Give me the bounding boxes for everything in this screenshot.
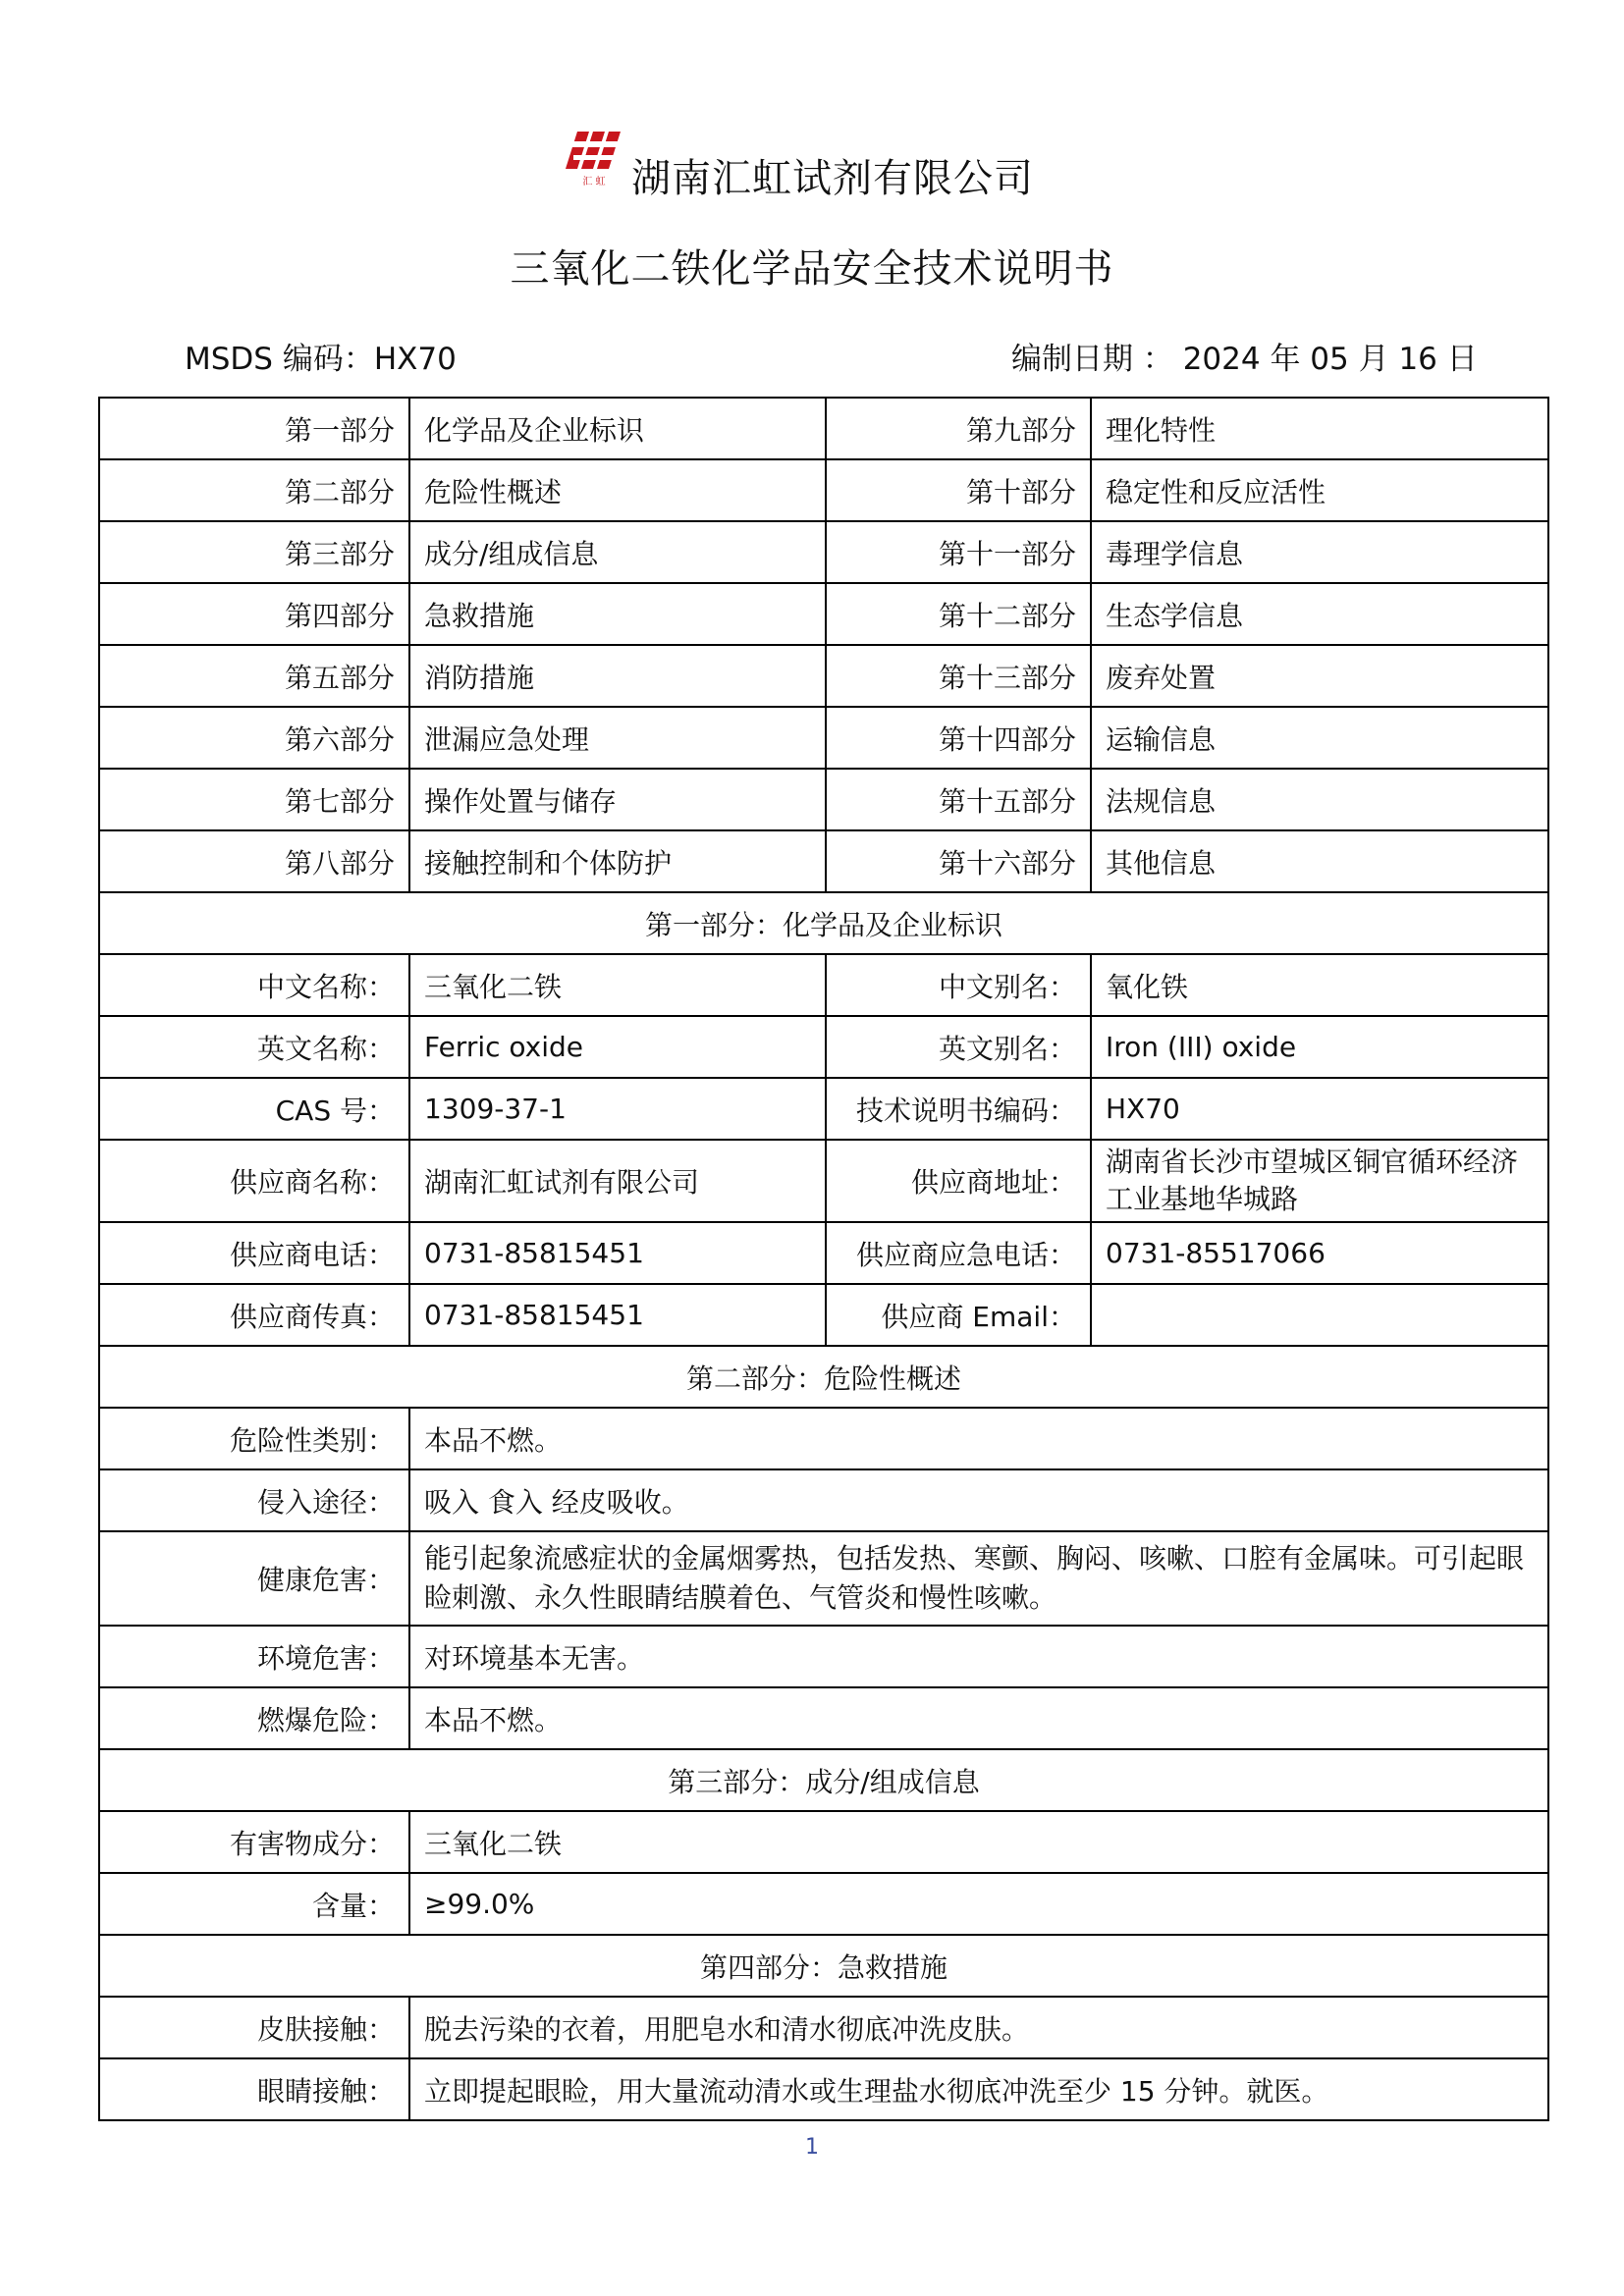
- table-row: [99, 1997, 1548, 2058]
- section-3-title: 第三部分：成分/组成信息: [99, 1749, 1548, 1811]
- toc-part-title: 其他信息: [1091, 830, 1548, 892]
- toc-part-title: 急救措施: [409, 583, 826, 645]
- field-label: 有害物成分：: [99, 1811, 409, 1873]
- table-row: [99, 1469, 1548, 1531]
- field-label: 中文别名：: [826, 954, 1091, 1016]
- field-value: 吸入 食入 经皮吸收。: [409, 1469, 1548, 1531]
- table-row: [99, 1016, 1548, 1078]
- field-value: HX70: [1091, 1078, 1548, 1140]
- field-label: 英文名称：: [99, 1016, 409, 1078]
- toc-part-label: 第十部分: [826, 459, 1091, 521]
- msds-code: MSDS 编码：HX70: [185, 342, 457, 377]
- company-logo-icon: [560, 118, 628, 188]
- toc-part-title: 接触控制和个体防护: [409, 830, 826, 892]
- toc-part-title: 化学品及企业标识: [409, 398, 826, 459]
- field-value: 立即提起眼睑，用大量流动清水或生理盐水彻底冲洗至少 15 分钟。就医。: [409, 2058, 1548, 2120]
- table-row: [99, 1408, 1548, 1469]
- field-value: 对环境基本无害。: [409, 1626, 1548, 1687]
- logo-text: 汇 虹: [582, 177, 606, 187]
- section-header-row: [99, 1935, 1548, 1997]
- field-label: 供应商 Email：: [826, 1284, 1091, 1346]
- toc-part-label: 第十六部分: [826, 830, 1091, 892]
- toc-row: [99, 583, 1548, 645]
- table-row: [99, 1284, 1548, 1346]
- toc-part-label: 第八部分: [99, 830, 409, 892]
- toc-row: [99, 459, 1548, 521]
- toc-part-label: 第七部分: [99, 769, 409, 830]
- toc-part-label: 第十四部分: [826, 707, 1091, 769]
- field-label: 中文名称：: [99, 954, 409, 1016]
- field-value: 0731-85815451: [409, 1284, 826, 1346]
- section-header-row: [99, 892, 1548, 954]
- toc-part-title: 生态学信息: [1091, 583, 1548, 645]
- field-value: Iron (III) oxide: [1091, 1016, 1548, 1078]
- toc-part-label: 第三部分: [99, 521, 409, 583]
- table-row: [99, 1531, 1548, 1626]
- field-label: 技术说明书编码：: [826, 1078, 1091, 1140]
- msds-table: [98, 397, 1549, 2121]
- table-row: [99, 1687, 1548, 1749]
- section-2-title: 第二部分：危险性概述: [99, 1346, 1548, 1408]
- field-label: 健康危害：: [99, 1531, 409, 1626]
- toc-part-title: 操作处置与储存: [409, 769, 826, 830]
- toc-part-title: 法规信息: [1091, 769, 1548, 830]
- page-number: 1: [805, 2135, 819, 2160]
- toc-row: [99, 645, 1548, 707]
- table-row: [99, 1873, 1548, 1935]
- field-label: 眼睛接触：: [99, 2058, 409, 2120]
- field-value: 三氧化二铁: [409, 1811, 1548, 1873]
- section-header-row: [99, 1749, 1548, 1811]
- field-value: 氧化铁: [1091, 954, 1548, 1016]
- compile-date: 编制日期 ： 2024 年 05 月 16 日: [1011, 342, 1478, 377]
- field-label: 燃爆危险：: [99, 1687, 409, 1749]
- toc-part-title: 危险性概述: [409, 459, 826, 521]
- table-row: [99, 1626, 1548, 1687]
- toc-row: [99, 521, 1548, 583]
- toc-part-title: 泄漏应急处理: [409, 707, 826, 769]
- toc-part-label: 第四部分: [99, 583, 409, 645]
- field-value: 三氧化二铁: [409, 954, 826, 1016]
- field-label: 英文别名：: [826, 1016, 1091, 1078]
- section-header-row: [99, 1346, 1548, 1408]
- field-value: 湖南省长沙市望城区铜官循环经济工业基地华城路: [1091, 1140, 1548, 1222]
- toc-row: [99, 830, 1548, 892]
- section-1-title: 第一部分：化学品及企业标识: [99, 892, 1548, 954]
- field-value: 能引起象流感症状的金属烟雾热，包括发热、寒颤、胸闷、咳嗽、口腔有金属味。可引起眼睑刺激、永久性眼睛结膜着色、气管炎和慢性咳嗽。: [409, 1531, 1548, 1626]
- field-value: ≥99.0%: [409, 1873, 1548, 1935]
- toc-part-title: 运输信息: [1091, 707, 1548, 769]
- field-label: 供应商地址：: [826, 1140, 1091, 1222]
- field-value: 脱去污染的衣着，用肥皂水和清水彻底冲洗皮肤。: [409, 1997, 1548, 2058]
- field-label: 供应商应急电话：: [826, 1222, 1091, 1284]
- document-title: 三氧化二铁化学品安全技术说明书: [510, 246, 1114, 292]
- field-value: 0731-85815451: [409, 1222, 826, 1284]
- table-row: [99, 1140, 1548, 1222]
- toc-part-label: 第五部分: [99, 645, 409, 707]
- table-row: [99, 2058, 1548, 2120]
- toc-part-label: 第十五部分: [826, 769, 1091, 830]
- toc-row: [99, 707, 1548, 769]
- toc-part-label: 第一部分: [99, 398, 409, 459]
- field-value: 本品不燃。: [409, 1408, 1548, 1469]
- toc-part-label: 第十二部分: [826, 583, 1091, 645]
- toc-row: [99, 398, 1548, 459]
- field-label: 侵入途径：: [99, 1469, 409, 1531]
- field-value: Ferric oxide: [409, 1016, 826, 1078]
- field-value: 0731-85517066: [1091, 1222, 1548, 1284]
- toc-part-title: 废弃处置: [1091, 645, 1548, 707]
- field-value: [1091, 1284, 1548, 1346]
- toc-part-label: 第九部分: [826, 398, 1091, 459]
- field-label: CAS 号：: [99, 1078, 409, 1140]
- toc-part-title: 毒理学信息: [1091, 521, 1548, 583]
- field-label: 环境危害：: [99, 1626, 409, 1687]
- field-label: 危险性类别：: [99, 1408, 409, 1469]
- toc-part-label: 第六部分: [99, 707, 409, 769]
- field-label: 供应商传真：: [99, 1284, 409, 1346]
- toc-part-label: 第二部分: [99, 459, 409, 521]
- table-row: [99, 1078, 1548, 1140]
- toc-part-label: 第十三部分: [826, 645, 1091, 707]
- toc-part-title: 消防措施: [409, 645, 826, 707]
- table-row: [99, 954, 1548, 1016]
- company-name: 湖南汇虹试剂有限公司: [631, 156, 1034, 201]
- toc-part-label: 第十一部分: [826, 521, 1091, 583]
- field-label: 供应商电话：: [99, 1222, 409, 1284]
- field-value: 本品不燃。: [409, 1687, 1548, 1749]
- toc-part-title: 理化特性: [1091, 398, 1548, 459]
- field-value: 1309-37-1: [409, 1078, 826, 1140]
- toc-row: [99, 769, 1548, 830]
- table-row: [99, 1222, 1548, 1284]
- table-row: [99, 1811, 1548, 1873]
- toc-part-title: 成分/组成信息: [409, 521, 826, 583]
- field-label: 皮肤接触：: [99, 1997, 409, 2058]
- field-label: 含量：: [99, 1873, 409, 1935]
- section-4-title: 第四部分：急救措施: [99, 1935, 1548, 1997]
- toc-part-title: 稳定性和反应活性: [1091, 459, 1548, 521]
- field-label: 供应商名称：: [99, 1140, 409, 1222]
- field-value: 湖南汇虹试剂有限公司: [409, 1140, 826, 1222]
